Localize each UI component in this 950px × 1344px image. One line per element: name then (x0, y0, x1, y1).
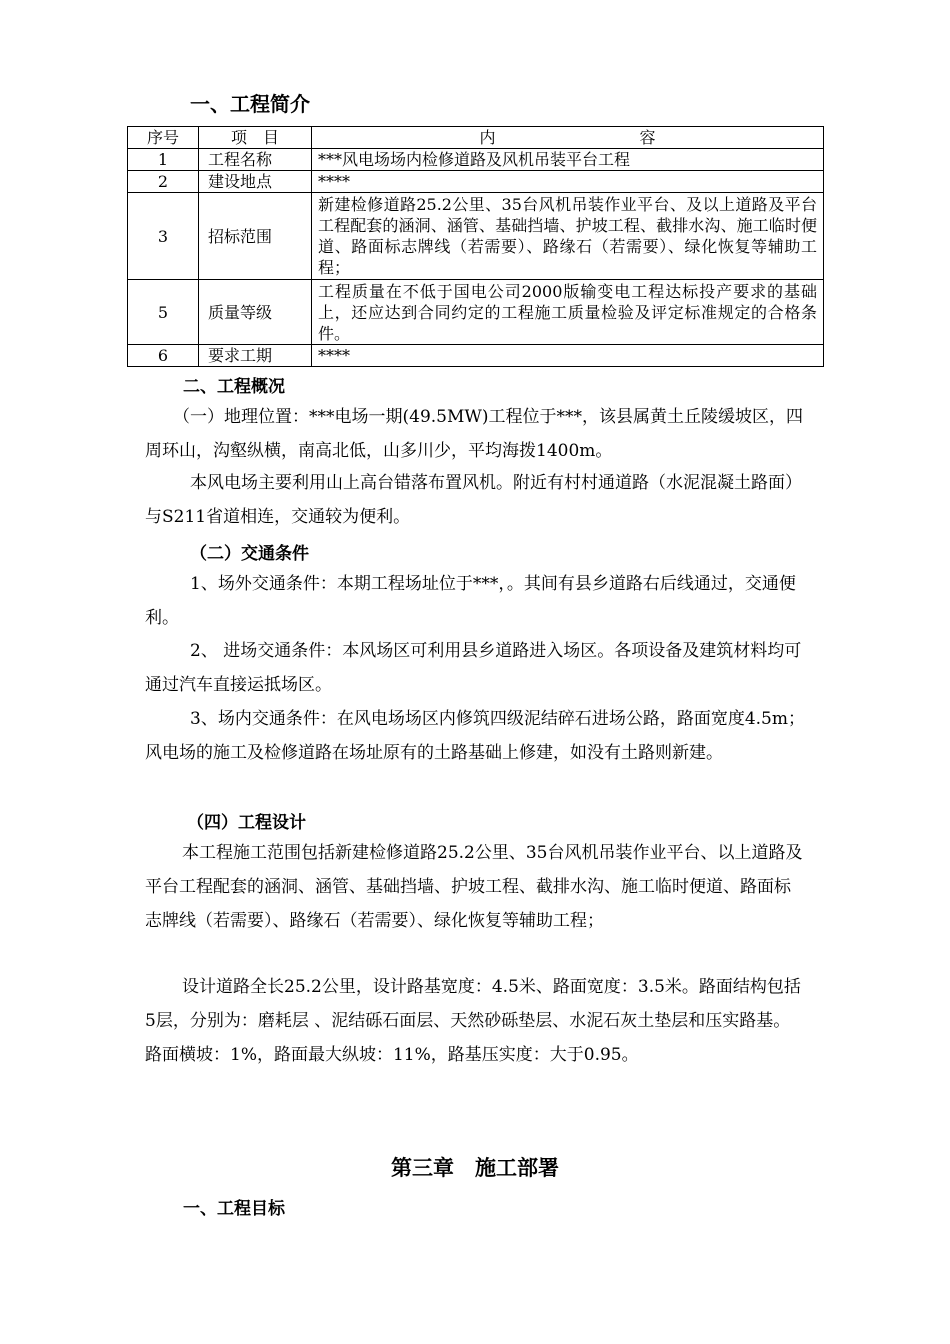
row-item: 工程名称 (199, 149, 312, 171)
subsection-title-design: （四）工程设计 (187, 813, 306, 833)
paragraph-entry-traffic: 2、 进场交通条件：本风场区可利用县乡道路进入场区。各项设备及建筑材料均可通过汽车直接运抵场区。 (145, 641, 802, 695)
section-title-overview: 二、工程概况 (183, 377, 285, 397)
row-item: 招标范围 (199, 193, 312, 280)
table-row (128, 345, 824, 367)
row-content: 新建检修道路25.2公里、35台风机吊装作业平台、及以上道路及平台工程配套的涵洞、涵管、基础挡墙、护坡工程、截排水沟、施工临时便道、路面标志牌线（若需要）、路缘石（若需要）、绿化恢复等辅助工程； (312, 193, 824, 280)
subsection-title-traffic: （二）交通条件 (190, 544, 309, 564)
row-content: ***风电场场内检修道路及风机吊装平台工程 (312, 149, 824, 171)
row-no: 5 (128, 280, 199, 345)
table-row (128, 171, 824, 193)
row-no: 3 (128, 193, 199, 280)
paragraph-design-scope: 本工程施工范围包括新建检修道路25.2公里、35台风机吊装作业平台、以上道路及平台工程配套的涵洞、涵管、基础挡墙、护坡工程、截排水沟、施工临时便道、路面标志牌线（若需要）、路缘石（若需要）、绿化恢复等辅助工程； (145, 843, 803, 931)
paragraph-location: （一）地理位置：***电场一期(49.5MW)工程位于***，该县属黄土丘陵缓坡区，四周环山，沟壑纵横，南高北低，山多川少，平均海拨1400m。 (145, 407, 803, 461)
paragraph-wind-layout: 本风电场主要利用山上高台错落布置风机。附近有村村通道路（水泥混凝土路面）与S211省道相连，交通较为便利。 (145, 473, 802, 527)
row-no: 6 (128, 345, 199, 367)
chapter-title: 第三章 施工部署 (391, 1156, 559, 1180)
table-header-row (128, 127, 824, 149)
table-row (128, 280, 824, 345)
row-item: 建设地点 (199, 171, 312, 193)
section-title-goals: 一、工程目标 (183, 1199, 285, 1219)
row-item: 质量等级 (199, 280, 312, 345)
table-row (128, 149, 824, 171)
row-content: **** (312, 171, 824, 193)
row-item: 要求工期 (199, 345, 312, 367)
paragraph-design-specs: 设计道路全长25.2公里，设计路基宽度：4.5米、路面宽度：3.5米。路面结构包括 5层，分别为：磨耗层 、泥结砾石面层、天然砂砾垫层、水泥石灰土垫层和压实路基。路面横坡：1%，路面最大纵坡：11%，路基压实度：大于0.95。 (145, 977, 801, 1065)
header-no: 序号 (128, 127, 199, 149)
header-item: 项 目 (199, 127, 312, 149)
row-content: 工程质量在不低于国电公司2000版输变电工程达标投产要求的基础上，还应达到合同约定的工程施工质量检验及评定标准规定的合格条件。 (312, 280, 824, 345)
row-no: 1 (128, 149, 199, 171)
header-content: 内 容 (312, 127, 824, 149)
project-intro-table (127, 126, 824, 367)
section-title-project-intro: 一、工程简介 (190, 92, 310, 116)
row-no: 2 (128, 171, 199, 193)
paragraph-onsite-traffic: 3、场内交通条件：在风电场场区内修筑四级泥结碎石进场公路，路面宽度4.5m；风电场的施工及检修道路在场址原有的土路基础上修建，如没有土路则新建。 (145, 709, 805, 763)
row-content: **** (312, 345, 824, 367)
table-row (128, 193, 824, 280)
paragraph-offsite-traffic: 1、场外交通条件：本期工程场址位于***，。其间有县乡道路右后线通过，交通便利。 (145, 574, 796, 628)
